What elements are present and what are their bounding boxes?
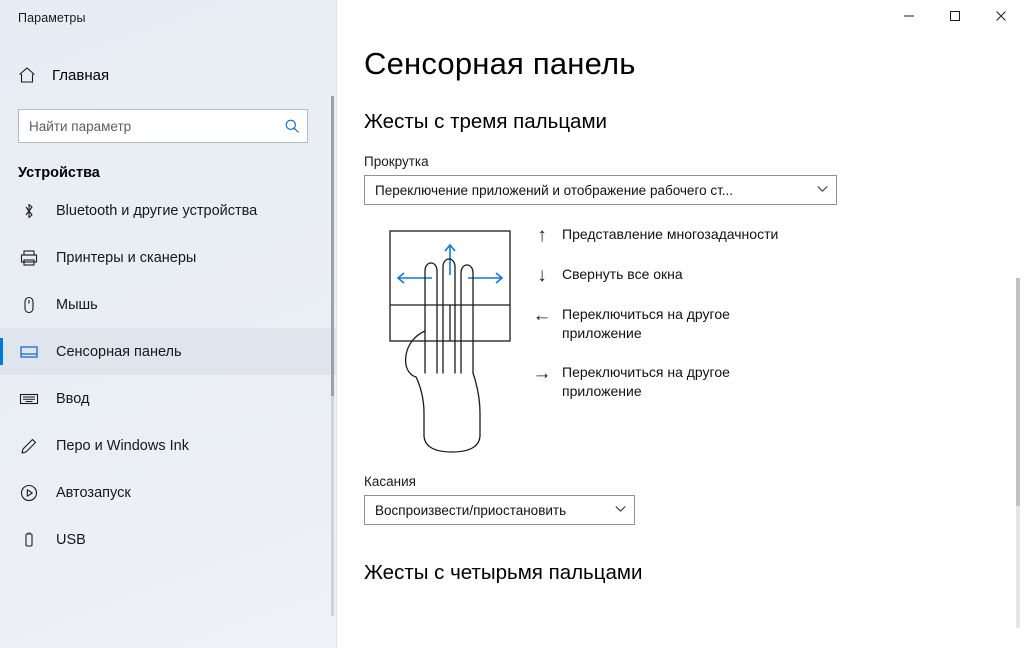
scroll-label: Прокрутка [364, 154, 429, 169]
usb-icon [18, 529, 40, 551]
four-finger-heading: Жесты с четырьмя пальцами [364, 561, 643, 584]
scroll-dropdown[interactable] [364, 175, 837, 205]
legend-item [522, 265, 852, 285]
legend-label: Переключиться на другое приложение [562, 364, 730, 399]
sidebar-item-label: Принтеры и сканеры [56, 249, 197, 266]
search-box[interactable] [18, 109, 308, 143]
sidebar-item-label: Мышь [56, 296, 98, 313]
gesture-legend [522, 225, 852, 421]
sidebar-item-autoplay[interactable] [0, 469, 336, 516]
legend-label: Свернуть все окна [562, 266, 683, 282]
search-icon[interactable] [277, 118, 307, 134]
sidebar-item-typing[interactable] [0, 375, 336, 422]
gesture-illustration-block [337, 223, 1024, 468]
app-title: Параметры [18, 11, 86, 25]
legend-label: Переключиться на другое приложение [562, 306, 730, 341]
taps-dropdown[interactable] [364, 495, 635, 525]
sidebar-section-title: Устройства [18, 165, 100, 181]
sidebar-item-label: Сенсорная панель [56, 343, 182, 360]
sidebar-item-home[interactable] [0, 55, 336, 95]
main-scrollbar[interactable] [1016, 278, 1020, 628]
scroll-dropdown-value: Переключение приложений и отображение рабочего ст... [375, 182, 734, 198]
touchpad-hand-illustration [364, 223, 529, 463]
arrow-left-icon: ← [532, 305, 552, 326]
sidebar-item-label: Ввод [56, 390, 90, 407]
keyboard-icon [18, 388, 40, 410]
mouse-icon [18, 294, 40, 316]
arrow-right-icon: → [532, 363, 552, 384]
page-title: Сенсорная панель [364, 46, 636, 81]
sidebar-item-home-label: Главная [52, 66, 110, 84]
maximize-button[interactable] [932, 0, 978, 32]
chevron-down-icon [615, 505, 626, 516]
sidebar-scrollbar[interactable] [331, 96, 334, 616]
main-pane [337, 0, 1024, 648]
chevron-down-icon [817, 185, 828, 196]
arrow-up-icon: ↑ [537, 225, 547, 246]
taps-label: Касания [364, 474, 416, 489]
window-controls [886, 0, 1024, 32]
sidebar-item-usb[interactable] [0, 516, 336, 563]
sidebar-item-label: Перо и Windows Ink [56, 437, 189, 454]
sidebar-item-label: USB [56, 531, 86, 548]
bluetooth-icon [18, 200, 40, 222]
arrow-down-icon: ↓ [537, 265, 547, 286]
pen-icon [18, 435, 40, 457]
touchpad-icon [18, 341, 40, 363]
sidebar-item-pen[interactable] [0, 422, 336, 469]
three-finger-heading: Жесты с тремя пальцами [364, 110, 608, 133]
legend-label: Представление многозадачности [562, 226, 779, 242]
legend-item [522, 363, 852, 401]
search-input[interactable] [19, 111, 277, 141]
legend-item [522, 305, 852, 343]
sidebar-item-printers[interactable] [0, 234, 336, 281]
sidebar-item-touchpad[interactable] [0, 328, 336, 375]
sidebar-item-mouse[interactable] [0, 281, 336, 328]
sidebar-item-label: Bluetooth и другие устройства [56, 202, 258, 219]
autoplay-icon [18, 482, 40, 504]
close-button[interactable] [978, 0, 1024, 32]
sidebar-item-bluetooth[interactable] [0, 187, 336, 234]
sidebar-item-label: Автозапуск [56, 484, 131, 501]
printer-icon [18, 247, 40, 269]
legend-item [522, 225, 852, 245]
taps-dropdown-value: Воспроизвести/приостановить [375, 502, 567, 518]
home-icon [16, 64, 38, 86]
sidebar [0, 0, 337, 648]
minimize-button[interactable] [886, 0, 932, 32]
